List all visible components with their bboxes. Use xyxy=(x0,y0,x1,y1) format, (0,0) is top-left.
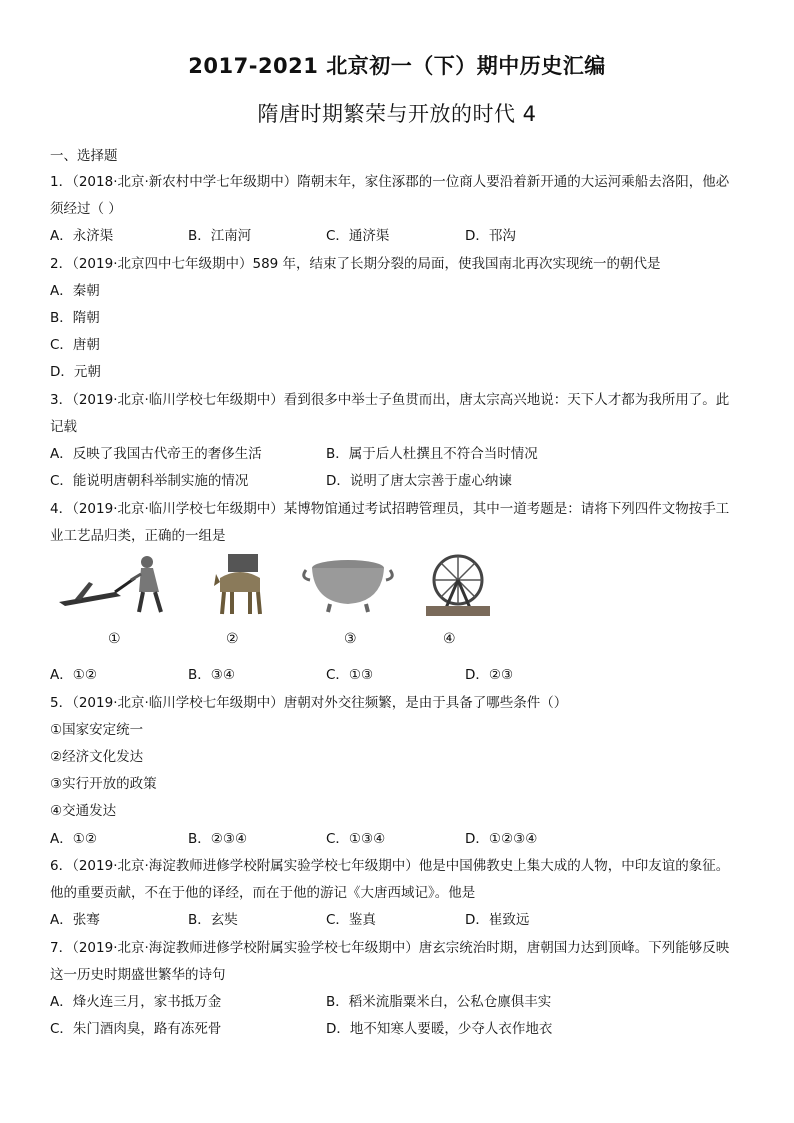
image-label-3: ③ xyxy=(344,631,357,647)
question-3-option-b[interactable]: B．属于后人杜撰且不符合当时情况 xyxy=(326,446,538,462)
question-5-option-a[interactable]: A．①② xyxy=(50,831,97,847)
question-1-option-d[interactable]: D．邗沟 xyxy=(465,228,516,244)
question-1-option-c[interactable]: C．通济渠 xyxy=(326,228,390,244)
question-7-option-a[interactable]: A．烽火连三月，家书抵万金 xyxy=(50,994,222,1010)
question-7-option-c[interactable]: C．朱门酒肉臭，路有冻死骨 xyxy=(50,1021,222,1037)
question-5-stem: 5．（2019·北京·临川学校七年级期中）唐朝对外交往频繁，是由于具备了哪些条件（） xyxy=(50,695,568,711)
question-4-option-a[interactable]: A．①② xyxy=(50,667,97,683)
question-3-option-c[interactable]: C．能说明唐朝科举制实施的情况 xyxy=(50,473,249,489)
image-label-2: ② xyxy=(226,631,239,647)
question-3-option-d[interactable]: D．说明了唐太宗善于虚心纳谏 xyxy=(326,473,512,489)
question-6-stem-line-2: 他的重要贡献，不在于他的译经，而在于他的游记《大唐西域记》。他是 xyxy=(50,885,476,901)
question-2-option-a[interactable]: A．秦朝 xyxy=(50,283,100,299)
question-4-option-d[interactable]: D．②③ xyxy=(465,667,514,683)
plough-farmer-image xyxy=(55,552,173,616)
question-7-option-b[interactable]: B．稻米流脂粟米白，公私仓廪俱丰实 xyxy=(326,994,552,1010)
question-1-option-a[interactable]: A．永济渠 xyxy=(50,228,114,244)
bronze-vessel-image xyxy=(300,552,396,616)
question-5-option-c[interactable]: C．①③④ xyxy=(326,831,386,847)
image-label-4: ④ xyxy=(443,631,456,647)
question-1-option-b[interactable]: B．江南河 xyxy=(188,228,252,244)
question-4-option-b[interactable]: B．③④ xyxy=(188,667,235,683)
question-4-option-c[interactable]: C．①③ xyxy=(326,667,374,683)
question-6-option-d[interactable]: D．崔致远 xyxy=(465,912,530,928)
question-5-item-3: ③实行开放的政策 xyxy=(50,776,157,792)
section-heading: 一、选择题 xyxy=(50,148,118,164)
question-5-item-4: ④交通发达 xyxy=(50,803,117,819)
document-subtitle: 隋唐时期繁荣与开放的时代 4 xyxy=(257,102,537,126)
document-title: 2017-2021 北京初一（下）期中历史汇编 xyxy=(188,54,606,78)
question-6-option-c[interactable]: C．鉴真 xyxy=(326,912,376,928)
question-3-option-a[interactable]: A．反映了我国古代帝王的奢侈生活 xyxy=(50,446,262,462)
question-5-item-1: ①国家安定统一 xyxy=(50,722,144,738)
question-6-stem-line-1: 6．（2019·北京·海淀教师进修学校附属实验学校七年级期中）他是中国佛教史上集大成的人物，中印友谊的象征。 xyxy=(50,858,730,874)
question-1-stem-line-1: 1．（2018·北京·新农村中学七年级期中）隋朝末年，家住涿郡的一位商人要沿着新开通的大运河乘船去洛阳，他必 xyxy=(50,174,730,190)
question-4-stem-line-2: 业工艺品归类，正确的一组是 xyxy=(50,528,226,544)
question-4-stem-line-1: 4．（2019·北京·临川学校七年级期中）某博物馆通过考试招聘管理员，其中一道考题是：请将下列四件文物按手工 xyxy=(50,501,730,517)
question-7-option-d[interactable]: D．地不知寒人要暖，少夺人衣作地衣 xyxy=(326,1021,553,1037)
question-7-stem-line-2: 这一历史时期盛世繁华的诗句 xyxy=(50,967,226,983)
question-5-option-d[interactable]: D．①②③④ xyxy=(465,831,538,847)
question-5-item-2: ②经济文化发达 xyxy=(50,749,144,765)
question-2-option-c[interactable]: C．唐朝 xyxy=(50,337,100,353)
question-7-stem-line-1: 7．（2019·北京·海淀教师进修学校附属实验学校七年级期中）唐玄宗统治时期，唐朝国力达到顶峰。下列能够反映 xyxy=(50,940,730,956)
question-6-option-b[interactable]: B．玄奘 xyxy=(188,912,238,928)
question-2-stem: 2．（2019·北京四中七年级期中）589 年，结束了长期分裂的局面，使我国南北再次实现统一的朝代是 xyxy=(50,256,661,272)
question-3-stem-line-2: 记载 xyxy=(50,419,77,435)
ferris-wheel-model-image xyxy=(424,552,492,616)
question-3-stem-line-1: 3．（2019·北京·临川学校七年级期中）看到很多中举士子鱼贯而出，唐太宗高兴地说：天下人才都为我所用了。此 xyxy=(50,392,730,408)
image-label-1: ① xyxy=(108,631,121,647)
camel-figurine-image xyxy=(210,552,272,616)
question-5-option-b[interactable]: B．②③④ xyxy=(188,831,248,847)
question-2-option-b[interactable]: B．隋朝 xyxy=(50,310,100,326)
question-2-option-d[interactable]: D．元朝 xyxy=(50,364,101,380)
question-6-option-a[interactable]: A．张骞 xyxy=(50,912,100,928)
question-1-stem-line-2: 须经过（ ） xyxy=(50,201,122,217)
